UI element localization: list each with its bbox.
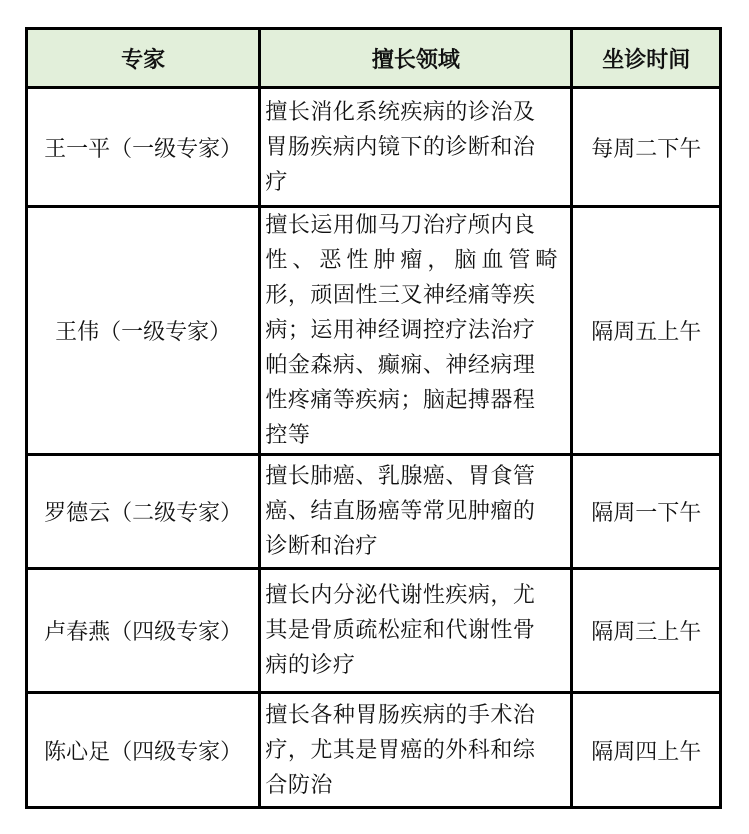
expert-schedule-table <box>25 27 722 809</box>
specialty-line: 胃肠疾病内镜下的诊断和治 <box>265 134 536 160</box>
specialty-text <box>260 569 572 693</box>
specialty-line: 疗 <box>265 169 288 195</box>
header-clinic-time: 坐诊时间 <box>572 29 721 88</box>
specialty-text <box>260 88 572 207</box>
specialty-text <box>260 455 572 569</box>
clinic-time: 隔周四上午 <box>572 693 721 808</box>
header-row <box>27 29 721 88</box>
specialty-line: 擅长肺癌、乳腺癌、胃食管 <box>265 464 536 489</box>
specialty-line: 其是骨质疏松症和代谢性骨 <box>265 618 536 643</box>
expert-name: 陈心足（四级专家） <box>27 693 260 808</box>
clinic-time: 每周二下午 <box>572 88 721 207</box>
specialty-line: 诊断和治疗 <box>265 534 378 559</box>
table-row <box>27 88 721 207</box>
header-specialty: 擅长领域 <box>260 29 572 88</box>
table-row <box>27 693 721 808</box>
specialty-line: 病的诊疗 <box>265 653 356 678</box>
specialty-line: 帕金森病、癫痫、神经病理 <box>265 353 536 378</box>
specialty-line: 控等 <box>265 423 311 448</box>
specialty-line: 擅长消化系统疾病的诊治及 <box>265 99 536 125</box>
specialty-line: 形，顽固性三叉神经痛等疾 <box>265 283 536 308</box>
specialty-line: 擅长内分泌代谢性疾病，尤 <box>265 583 536 608</box>
specialty-text <box>260 693 572 808</box>
specialty-line: 性、恶性肿瘤，脑血管畸 <box>265 248 563 273</box>
expert-name: 王一平（一级专家） <box>27 88 260 207</box>
table-row <box>27 455 721 569</box>
specialty-line: 疗，尤其是胃癌的外科和综 <box>265 737 536 763</box>
specialty-line: 擅长运用伽马刀治疗颅内良 <box>265 213 536 238</box>
expert-name: 卢春燕（四级专家） <box>27 569 260 693</box>
table-row <box>27 569 721 693</box>
header-expert: 专家 <box>27 29 260 88</box>
specialty-line: 性疼痛等疾病；脑起搏器程 <box>265 388 536 413</box>
specialty-line: 合防治 <box>265 772 333 798</box>
expert-name: 罗德云（二级专家） <box>27 455 260 569</box>
clinic-time: 隔周三上午 <box>572 569 721 693</box>
specialty-text <box>260 207 572 455</box>
clinic-time: 隔周一下午 <box>572 455 721 569</box>
table-row <box>27 207 721 455</box>
clinic-time: 隔周五上午 <box>572 207 721 455</box>
specialty-line: 癌、结直肠癌等常见肿瘤的 <box>265 499 536 524</box>
expert-name: 王伟（一级专家） <box>27 207 260 455</box>
specialty-line: 病；运用神经调控疗法治疗 <box>265 318 536 343</box>
specialty-line: 擅长各种胃肠疾病的手术治 <box>265 702 536 728</box>
